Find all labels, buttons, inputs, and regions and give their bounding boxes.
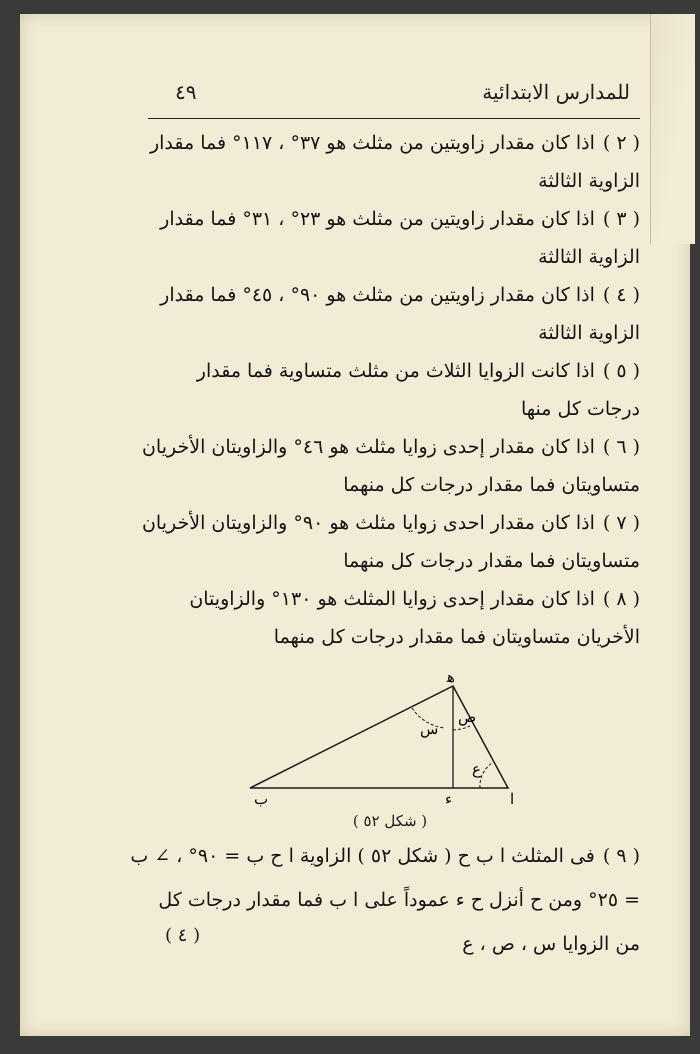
exercise-number: ( ٧ )	[602, 512, 640, 534]
figure-caption: ( شكل ٥٢ )	[352, 812, 428, 830]
exercise-2	[140, 124, 640, 200]
exercise-number: ( ٢ )	[602, 132, 640, 154]
exercise-text: اذا كان مقدار احدى زوايا مثلث هو ٩٠° والزاويتان الأخريان متساويتان فما مقدار درجات كل منهما	[141, 512, 640, 572]
page-header	[150, 80, 650, 114]
label-right: ا	[510, 790, 515, 808]
exercise-text: اذا كان مقدار زاويتين من مثلث هو ٣٧° ، ١١٧° فما مقدار الزاوية الثالثة	[149, 132, 640, 192]
exercise-6	[140, 428, 640, 504]
exercise-text: فى المثلث ا ب ح ( شكل ٥٢ ) الزاوية ا ح ب = ٩٠° ، ∠ ب = ٢٥° ومن ح أنزل ح ء عموداً على ا ب فما مقدار درجات كل من الزوايا س ، ص ، ع	[130, 845, 640, 955]
exercise-4	[140, 276, 640, 352]
exercise-7	[140, 504, 640, 580]
signature-mark: ( ٤ )	[165, 925, 201, 946]
label-angle-sad: ص	[458, 708, 477, 726]
exercise-number: ( ٥ )	[602, 360, 640, 382]
exercise-number: ( ٨ )	[602, 588, 640, 610]
angle-arc-ain	[480, 763, 492, 788]
exercise-5	[140, 352, 640, 428]
exercise-text: اذا كان مقدار إحدى زوايا مثلث هو ٤٦° والزاويتان الأخريان متساويتان فما مقدار درجات كل منهما	[141, 436, 640, 496]
exercise-text: اذا كان مقدار زاويتين من مثلث هو ٩٠° ، ٤٥° فما مقدار الزاوية الثالثة	[160, 284, 640, 344]
header-rule	[148, 118, 640, 119]
label-angle-s: س	[420, 720, 439, 738]
exercise-number: ( ٦ )	[602, 436, 640, 458]
page-fold	[650, 14, 695, 244]
exercise-8	[140, 580, 640, 656]
page-number: ٤٩	[175, 80, 197, 104]
exercise-text: اذا كانت الزوايا الثلاث من مثلث متساوية فما مقدار درجات كل منها	[196, 360, 640, 420]
running-title: للمدارس الابتدائية	[482, 80, 630, 104]
triangle-outline	[250, 686, 508, 788]
label-left: ب	[254, 790, 269, 808]
exercise-number: ( ٩ )	[602, 845, 640, 867]
angle-arc-sad	[453, 726, 470, 730]
label-apex: ﻫ	[447, 670, 455, 686]
exercise-number: ( ٣ )	[602, 208, 640, 230]
exercise-9	[130, 834, 640, 966]
triangle-figure	[240, 670, 530, 830]
exercise-number: ( ٤ )	[602, 284, 640, 306]
exercise-text: اذا كان مقدار إحدى زوايا المثلث هو ١٣٠° والزاويتان الأخريان متساويتان فما مقدار درجات كل منهما	[189, 588, 640, 648]
triangle-diagram	[240, 670, 530, 830]
label-foot: ء	[445, 790, 453, 808]
exercise-3	[140, 200, 640, 276]
exercise-text: اذا كان مقدار زاويتين من مثلث هو ٢٣° ، ٣١° فما مقدار الزاوية الثالثة	[160, 208, 640, 268]
label-angle-ain: ع	[472, 760, 481, 778]
exercise-list	[140, 124, 640, 656]
